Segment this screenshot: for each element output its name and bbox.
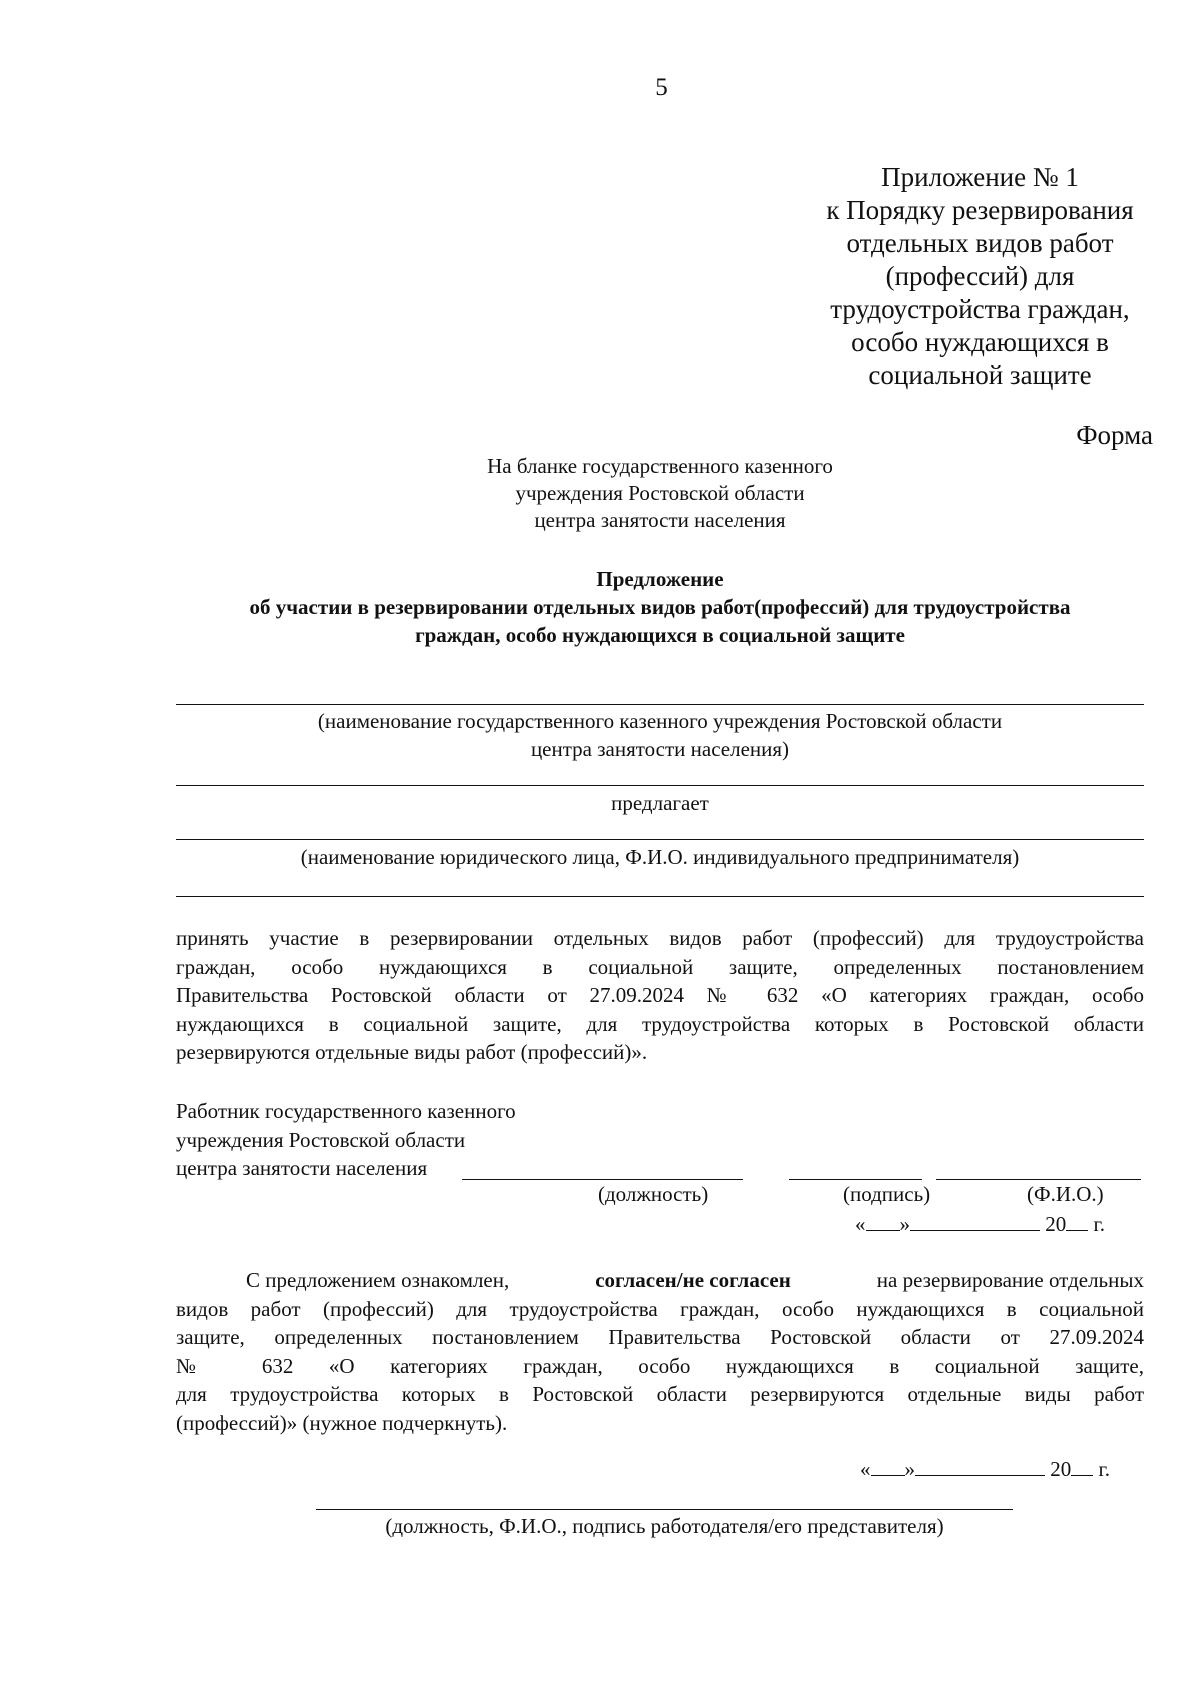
entity-name-line-2[interactable]: [176, 896, 1144, 897]
paragraph-line: № 632 «О категориях граждан, особо нуждающихся в социальной защите,: [176, 1353, 1144, 1378]
caption-line: (наименование государственного казенного учреждения Ростовской области: [317, 709, 1003, 733]
year-suffix: г.: [1098, 1457, 1110, 1481]
quote-open: «: [860, 1457, 871, 1481]
letterhead-note: [400, 453, 920, 534]
center-name-line[interactable]: [176, 704, 1144, 705]
appendix-line: (профессий) для: [885, 261, 1075, 291]
paragraph-line: резервируются отдельные виды работ (профессий)».: [176, 1040, 648, 1064]
paragraph-line: граждан, особо нуждающихся в социальной защите, определенных постановлением: [176, 954, 1144, 979]
quote-close: »: [899, 1212, 910, 1236]
center-name-caption: [176, 707, 1144, 763]
paragraph-line: принять участие в резервировании отдельных видов работ (профессий) для трудоустройства: [176, 926, 1144, 950]
worker-date: [855, 1210, 1105, 1237]
consent-choice: согласен/не согласен: [595, 1268, 791, 1292]
worker-block: [176, 1097, 516, 1183]
appendix-line: отдельных видов работ: [846, 228, 1114, 258]
day-blank[interactable]: [871, 1455, 905, 1476]
body-paragraph: [176, 924, 1144, 1067]
year-blank[interactable]: [1066, 1210, 1088, 1231]
year-suffix: г.: [1093, 1212, 1105, 1236]
worker-fio-line[interactable]: [936, 1179, 1141, 1180]
appendix-line: Приложение № 1: [881, 162, 1079, 192]
title-line: граждан, особо нуждающихся в социальной защите: [415, 623, 905, 647]
form-label: Форма: [1076, 420, 1153, 450]
consent-date: [860, 1455, 1110, 1482]
paragraph-line: (профессий)» (нужное подчеркнуть).: [176, 1410, 508, 1435]
employer-signature-line[interactable]: [316, 1509, 1013, 1510]
letterhead-line: На бланке государственного казенного: [487, 454, 833, 478]
consent-text: С предложением ознакомлен,: [246, 1268, 510, 1292]
letterhead-line: учреждения Ростовской области: [515, 481, 805, 505]
paragraph-line: нуждающихся в социальной защите, для трудоустройства которых в Ростовской области: [176, 1011, 1144, 1036]
appendix-line: особо нуждающихся в: [851, 327, 1109, 357]
consent-first-line: [176, 1266, 1144, 1295]
year-prefix: 20: [1050, 1457, 1072, 1481]
title-line: Предложение: [596, 567, 724, 591]
worker-signature-line[interactable]: [789, 1179, 922, 1180]
page-number: 5: [655, 74, 668, 101]
month-blank[interactable]: [910, 1210, 1040, 1231]
center-name-line-2[interactable]: [176, 785, 1144, 786]
quote-open: «: [855, 1212, 866, 1236]
consent-text: на резервирование отдельных: [876, 1268, 1144, 1292]
appendix-line: трудоустройства граждан,: [830, 294, 1130, 324]
entity-name-line[interactable]: [176, 839, 1144, 840]
caption-line: центра занятости населения): [530, 737, 790, 761]
proposes-label: предлагает: [611, 791, 709, 815]
paragraph-line: защите, определенных постановлением Правительства Ростовской области от 27.09.2024: [176, 1325, 1144, 1349]
consent-paragraph: [176, 1266, 1144, 1437]
entity-name-caption: (наименование юридического лица, Ф.И.О. индивидуального предпринимателя): [300, 845, 1020, 869]
quote-close: »: [904, 1457, 915, 1481]
appendix-header: [800, 161, 1160, 392]
day-blank[interactable]: [866, 1210, 900, 1231]
letterhead-line: центра занятости населения: [534, 508, 786, 532]
appendix-line: к Порядку резервирования: [826, 195, 1134, 225]
worker-position-line[interactable]: [462, 1179, 743, 1180]
signature-label: (подпись): [843, 1182, 931, 1206]
fio-label: (Ф.И.О.): [1027, 1182, 1104, 1206]
year-prefix: 20: [1045, 1212, 1067, 1236]
document-title: [176, 565, 1144, 649]
paragraph-line: видов работ (профессий) для трудоустройства граждан, особо нуждающихся в социальной: [176, 1296, 1144, 1321]
title-line: об участии в резервировании отдельных видов работ(профессий) для трудоустройства: [249, 595, 1071, 619]
position-label: (должность): [598, 1182, 709, 1206]
worker-line: центра занятости населения: [176, 1156, 428, 1180]
employer-caption: (должность, Ф.И.О., подпись работодателя/его представителя): [385, 1514, 944, 1538]
paragraph-line: Правительства Ростовской области от 27.09.2024 № 632 «О категориях граждан, особо: [176, 983, 1144, 1007]
worker-line: Работник государственного казенного: [176, 1099, 516, 1123]
worker-line: учреждения Ростовской области: [176, 1127, 466, 1152]
month-blank[interactable]: [915, 1455, 1045, 1476]
appendix-line: социальной защите: [868, 360, 1092, 390]
year-blank[interactable]: [1071, 1455, 1093, 1476]
paragraph-line: для трудоустройства которых в Ростовской области резервируются отдельные виды работ: [176, 1382, 1144, 1406]
